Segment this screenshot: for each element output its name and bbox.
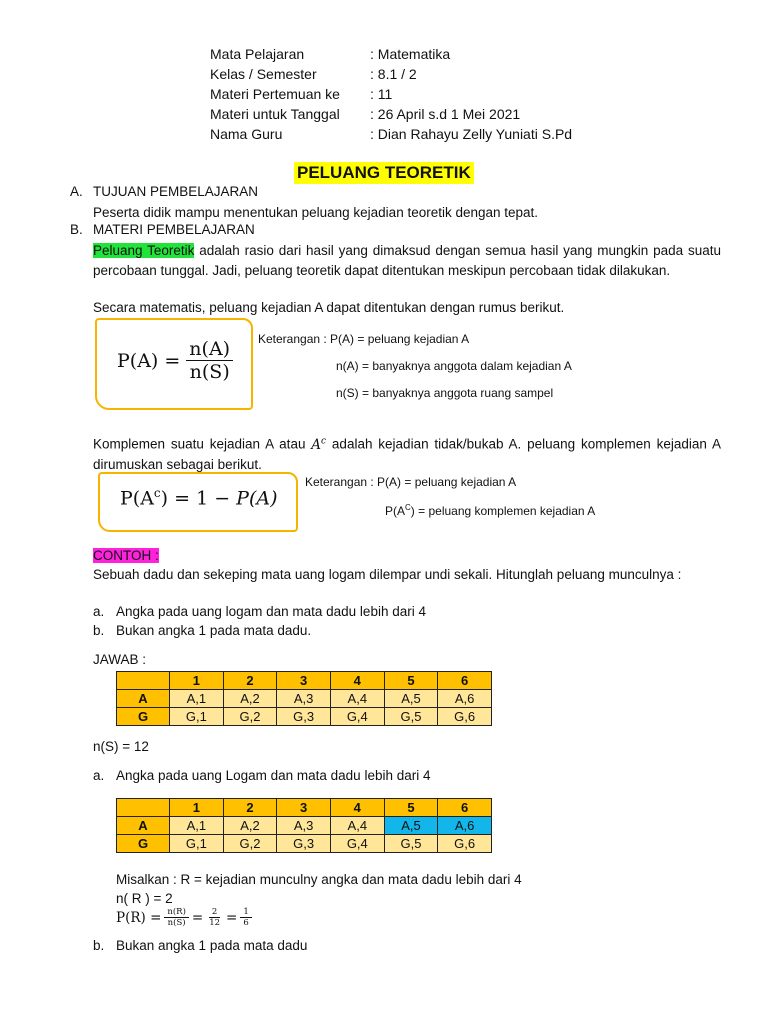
part-a-marker: a. (93, 768, 105, 783)
keterangan-line-1: Keterangan : P(A) = peluang kejadian A (258, 332, 470, 346)
table-cell: A,1 (170, 690, 224, 708)
complement-symbol (311, 437, 326, 453)
event-probability-lhs: P(R) = (116, 909, 162, 926)
formula2-lhs-open: P(A (120, 487, 154, 510)
formula-box-complement (98, 472, 298, 532)
misalkan-text: Misalkan : R = kejadian munculny angka dan mata dadu lebih dari 4 (116, 872, 522, 887)
table-cell: G,6 (438, 708, 492, 726)
definition-text: adalah rasio dari hasil yang dimaksud dengan semua hasil yang mungkin pada suatu percobaan tunggal. Jadi, peluang teoretik dapat ditentukan meskipun percobaan tidak dilakukan. (93, 243, 721, 278)
part-b-text: Bukan angka 1 pada mata dadu (116, 938, 308, 953)
meta-value-meeting: : 11 (370, 86, 393, 102)
complement-symbol-base: A (311, 436, 322, 453)
table-header-cell: 1 (170, 799, 224, 817)
table-row-header: A (117, 817, 170, 835)
section-b-definition (93, 241, 721, 280)
section-b-marker: B. (70, 222, 83, 237)
event-size: n( R ) = 2 (116, 891, 173, 906)
jawab-label: JAWAB : (93, 652, 147, 667)
table-header-cell: 4 (330, 799, 384, 817)
table-cell-highlighted: A,6 (438, 817, 492, 835)
section-a-marker: A. (70, 184, 83, 199)
meta-label-teacher: Nama Guru (210, 126, 283, 142)
complement-symbol-sup: c (321, 436, 327, 446)
event-fraction-1-num: n(R) (164, 907, 189, 918)
section-a-text: Peserta didik mampu menentukan peluang kejadian teoretik dengan tepat. (93, 205, 539, 220)
contoh-item-b-marker: b. (93, 623, 105, 638)
event-fraction-2 (206, 907, 223, 928)
section-a-heading: TUJUAN PEMBELAJARAN (93, 184, 259, 199)
table-cell: G,2 (223, 835, 277, 853)
table-row (117, 690, 492, 708)
formula-numerator: n(A) (186, 338, 233, 361)
table-row (117, 799, 492, 817)
table-cell: G,5 (384, 708, 438, 726)
table-cell: A,2 (223, 690, 277, 708)
table-cell: G,1 (170, 835, 224, 853)
term-highlight: Peluang Teoretik (93, 243, 195, 258)
table-cell: G,5 (384, 835, 438, 853)
table-cell: G,4 (330, 708, 384, 726)
table-header-cell: 2 (223, 799, 277, 817)
table-cell: G,6 (438, 835, 492, 853)
sample-space-table (116, 671, 492, 726)
event-table (116, 798, 492, 853)
keterangan2-line-1: Keterangan : P(A) = peluang kejadian A (305, 475, 517, 489)
table-row-header: G (117, 708, 170, 726)
part-a-text: Angka pada uang Logam dan mata dadu lebih dari 4 (116, 768, 431, 783)
meta-label-date: Materi untuk Tanggal (210, 106, 340, 122)
contoh-label (93, 546, 159, 566)
table-cell: G,4 (330, 835, 384, 853)
formula-complement (120, 486, 278, 509)
table-row (117, 708, 492, 726)
table-header-cell: 4 (330, 672, 384, 690)
table-header-cell: 3 (277, 672, 331, 690)
event-fraction-2-num: 2 (209, 907, 220, 918)
meta-label-subject: Mata Pelajaran (210, 46, 305, 62)
keterangan2-sup: C (405, 503, 411, 512)
table-row-header: A (117, 690, 170, 708)
table-cell: A,1 (170, 817, 224, 835)
formula-box-probability (95, 318, 253, 410)
contoh-problem: Sebuah dadu dan sekeping mata uang logam dilempar undi sekali. Hitunglah peluang munculnya : (93, 567, 682, 582)
event-equals-1: = (191, 909, 204, 926)
complement-text-before: Komplemen suatu kejadian A atau (93, 436, 312, 452)
table-cell: G,3 (277, 708, 331, 726)
table-cell: A,5 (384, 690, 438, 708)
keterangan2-post: ) = peluang komplemen kejadian A (410, 504, 596, 518)
formula2-lhs-close: ) = 1 − (160, 487, 237, 510)
complement-text (93, 432, 721, 475)
event-fraction-2-den: 12 (209, 918, 221, 928)
table-cell: A,3 (277, 817, 331, 835)
table-header-cell: 2 (223, 672, 277, 690)
table-header-cell: 1 (170, 672, 224, 690)
meta-label-meeting: Materi Pertemuan ke (210, 86, 340, 102)
complement-text-after: adalah kejadian tidak/bukab A. peluang komplemen kejadian A dirumuskan sebagai berikut. (93, 436, 721, 472)
sample-space-size: n(S) = 12 (93, 739, 149, 754)
table-cell: A,2 (223, 817, 277, 835)
meta-value-class: : 8.1 / 2 (370, 66, 417, 82)
math-intro: Secara matematis, peluang kejadian A dapat ditentukan dengan rumus berikut. (93, 300, 565, 315)
event-fraction-3-den: 6 (243, 918, 249, 928)
keterangan-line-2: n(A) = banyaknya anggota dalam kejadian A (336, 359, 572, 373)
event-probability (116, 907, 252, 928)
keterangan-line-3: n(S) = banyaknya anggota ruang sampel (336, 386, 554, 400)
contoh-item-a-text: Angka pada uang logam dan mata dadu lebih dari 4 (116, 604, 426, 619)
section-b-heading: MATERI PEMBELAJARAN (93, 222, 255, 237)
table-header-cell: 3 (277, 799, 331, 817)
table-row (117, 817, 492, 835)
part-b-marker: b. (93, 938, 105, 953)
table-row (117, 672, 492, 690)
table-cell: G,2 (223, 708, 277, 726)
table-cell: G,1 (170, 708, 224, 726)
table-header-cell: 5 (384, 672, 438, 690)
meta-value-subject: : Matematika (370, 46, 451, 62)
keterangan2-pre: P(A (385, 504, 406, 518)
contoh-item-b-text: Bukan angka 1 pada mata dadu. (116, 623, 312, 638)
formula-probability (117, 338, 233, 383)
table-row (117, 835, 492, 853)
event-equals-2: = (226, 909, 238, 926)
table-cell: A,6 (438, 690, 492, 708)
event-fraction-3 (240, 907, 251, 928)
event-fraction-1-den: n(S) (167, 918, 186, 928)
table-header-cell (117, 799, 170, 817)
table-header-cell: 6 (438, 799, 492, 817)
contoh-highlight: CONTOH : (93, 548, 159, 563)
table-cell: A,3 (277, 690, 331, 708)
table-cell-highlighted: A,5 (384, 817, 438, 835)
table-cell: G,3 (277, 835, 331, 853)
formula2-rhs: P(A) (236, 487, 278, 510)
event-fraction-3-num: 1 (240, 907, 251, 918)
table-cell: A,4 (330, 817, 384, 835)
page-title: PELUANG TEORETIK (294, 162, 474, 184)
contoh-item-a-marker: a. (93, 604, 105, 619)
table-row-header: G (117, 835, 170, 853)
meta-value-teacher: : Dian Rahayu Zelly Yuniati S.Pd (370, 126, 573, 142)
meta-label-class: Kelas / Semester (210, 66, 317, 82)
keterangan2-line-2 (385, 503, 595, 518)
formula-denominator: n(S) (189, 361, 230, 383)
table-header-cell (117, 672, 170, 690)
formula2-sup: c (153, 486, 161, 500)
table-cell: A,4 (330, 690, 384, 708)
table-header-cell: 6 (438, 672, 492, 690)
meta-value-date: : 26 April s.d 1 Mei 2021 (370, 106, 521, 122)
formula-fraction (186, 338, 233, 383)
table-header-cell: 5 (384, 799, 438, 817)
event-fraction-1 (164, 907, 189, 928)
formula-lhs: P(A) = (117, 349, 181, 372)
